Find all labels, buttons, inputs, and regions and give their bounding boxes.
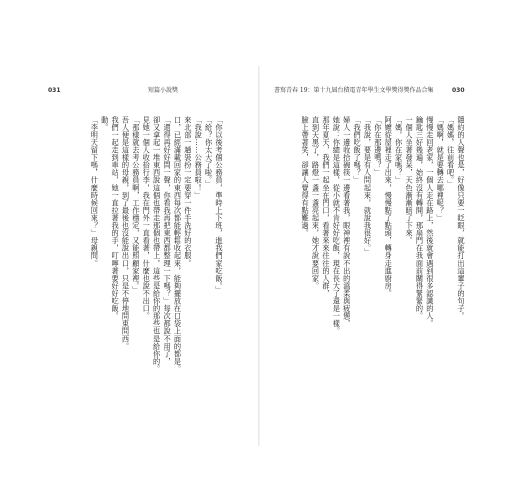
text-column: 「李明天留下嗎，什麼時候回來？」母親問。 [90,116,100,267]
text-column: 我們一起走到車站，她一直拉著我的手，叮嚀著要好好吃飯。 [111,116,121,320]
right-page-number: 030 [452,87,465,94]
text-column: 「媽，你在家嗎？」 [394,116,404,184]
text-column: 「你以後考個公務員，準時上下班，進我們家吃飯。」 [215,116,224,294]
right-running-header: 書寫青春 19：第十九屆台積電青年學生文學獎得獎作品合集 [274,87,434,94]
text-column: 婦人一邊收拾碗筷一邊看著我，眼神裡有說不出的溫柔與疲憊， [342,116,352,328]
right-page-body [292,116,466,406]
left-page-body [74,116,224,406]
text-column: 「我們吃飯了嗎？」 [353,116,363,184]
text-column: 「我說……公務員啦！」 [194,116,204,200]
text-column: 吾人便是這樣的母親，到了最後也沒能說出口，只是不停地問東問西。 [121,116,131,351]
text-column: 鑰匙三好幾遍，始終沒有轉開，那扇門在我面前關得緊緊的。 [415,116,425,320]
text-column: 「我說，要是有人問起來，就說我很好。」 [363,116,373,256]
text-column: 阿嬤從屋裡走了出來，慢慢點了點頭，轉身走進廚房。 [384,116,394,298]
text-column: 動。 [100,116,110,132]
text-column: 「你在那邊嗎？」 [373,116,383,177]
text-column: 一個人坐著發呆，天色漸漸暗了下來。 [405,116,415,245]
text-column: 臉上帶著笑，卻讓人覺得有點難過。 [301,116,311,237]
left-running-header: 短篇小說獎 [148,87,179,94]
text-column: 見她一個人收拾行李，我在門外一直看著，什麼也說不出口。 [142,116,152,320]
text-column: 「給？你太大了啦。」 [204,116,214,188]
left-page-number: 031 [48,87,61,94]
text-column: 直到天黑了，路燈一盞一盞亮起來，她才說要回家。 [311,116,321,290]
text-column: 慢慢走回老家，一個人走在路上，然後就會遇到很多認識的人。 [425,116,435,328]
text-column: 來北部一趟裝扮一定要穿一件手洗好的衣服。 [183,116,193,267]
text-column: 隱約的人聲也是，好像只要一眨眼，就能打出這輩子的句子。 [457,116,466,320]
text-column: 卻又拿起一堆東西說這個也帶走那個也帶上，這些是給你的那些也是給你的。 [152,116,162,373]
text-column: 「還得再好好問一聲，你看我再把東西都整理一下嗎？」每次都說不用了， [163,116,173,366]
text-column: 「那樣就去考公務員啊，工作穩定，又能照顧家裡。」 [131,116,141,294]
text-column: 「媽媽，往前看吧。」 [446,116,456,188]
book-gutter [258,66,260,446]
text-column: 她說：你總是這樣，從小就不肯好好吃飯，現在長大了還是一樣。 [332,116,342,335]
text-column: 口，已經滿載回家的東西每次都能輕鬆收起來，能夠擺放在口袋上面的都是。 [173,116,183,373]
text-column: 那年夏天，我們一起坐在門口，看著來來往往的人群， [321,116,331,298]
text-column: 「媽啊，就是要轉去哪裡呢？」 [436,116,446,222]
